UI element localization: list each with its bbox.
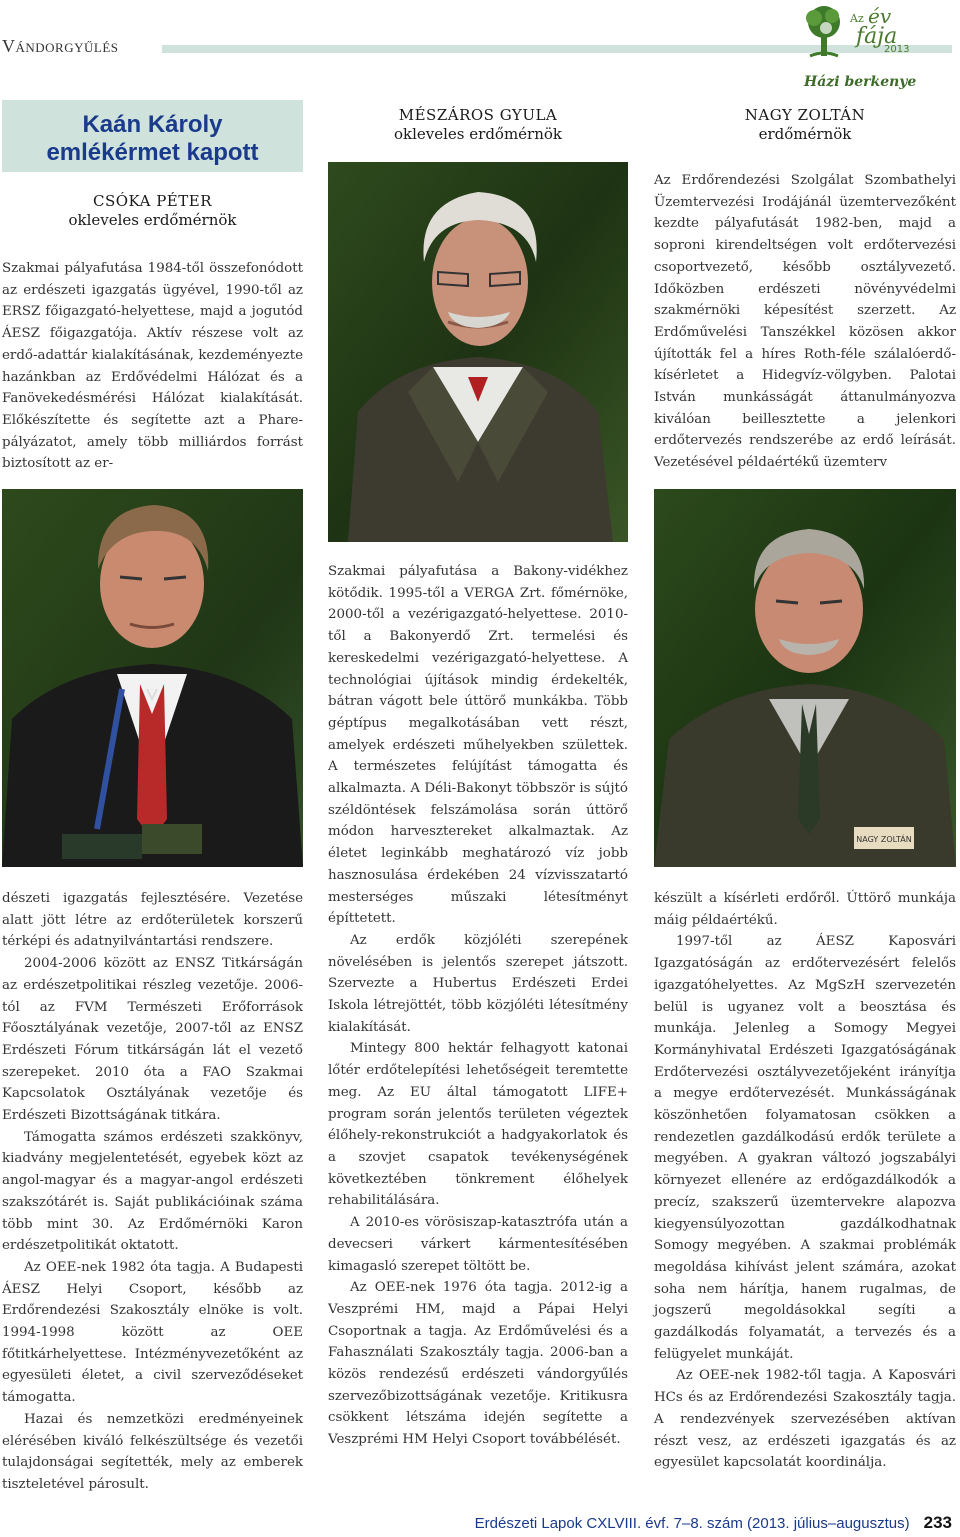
person-3-text-bottom [654, 888, 956, 1474]
portrait-nagy-zoltan [654, 489, 956, 867]
paragraph: dészeti igazgatás fejlesztésére. Vezetése alatt jött létre az erdőterületek korszerű térképi és adatnyilvántartási rendszere. [2, 891, 303, 950]
paragraph: A 2010-es vörösiszap-katasztrófa után a devecseri várkert kármentesítésében kimagasló szerepet töltött be. [328, 1215, 628, 1274]
person-2-text [328, 561, 628, 1451]
page-footer [475, 1513, 952, 1533]
logo-faja: fája [856, 24, 898, 49]
person-1-name: CSÓKA PÉTER [92, 192, 213, 210]
paragraph: Támogatta számos erdészeti szakkönyv, kiadvány megjelentetését, egyebek közt az angol-magyar és a magyar-angol erdészeti szakszótárét is. Saját publikációinak száma több mint 30. Az Erdőmérnöki Karon erdészetpolitikát oktatott. [2, 1129, 303, 1254]
person-3-heading [654, 106, 956, 144]
page-number: 233 [923, 1513, 952, 1532]
section-label: Vándorgyűlés [2, 36, 119, 56]
person-2-name: MÉSZÁROS GYULA [398, 106, 558, 124]
paragraph: készült a kísérleti erdőről. Úttörő munkája máig példaértékű. [654, 891, 956, 928]
title-line-1: Kaán Károly [82, 111, 223, 138]
person-2-heading [328, 106, 628, 144]
person-1-heading [2, 192, 303, 230]
paragraph: Az OEE-nek 1982-től tagja. A Kaposvári HCs és az Erdőrendezési Szakosztály tagja. A rendezvények szervezésében aktívan részt vesz, az erdészeti igazgatás és az egyesület kapcsolatát koordinálja. [654, 1368, 956, 1471]
paragraph: Hazai és nemzetközi eredményeinek elérésében kiváló felkészültsége és vezetői tulajdonságai segítették, mely az emberek tiszteletével párosult. [2, 1411, 303, 1492]
tree-icon [800, 4, 848, 60]
portrait-meszaros-gyula [328, 162, 628, 542]
logo-az: Az [850, 12, 864, 25]
publication-info: Erdészeti Lapok CXLVIII. évf. 7–8. szám (2013. július–augusztus) [474, 1515, 910, 1532]
logo-year: 2013 [884, 44, 910, 55]
paragraph: 1997-től az ÁESZ Kaposvári Igazgatóságán az erdőtervezésért felelős igazgatóhelyettes. Az MgSzH szervezetén belül is ugyanez volt a beosztása és munkája. Jelenleg a Somogy Megyei Kormányhivatal Erdészeti Igazgatóságának Erdőtervezési osztályvezetőjeként irányítja a megye erdőtervezését. Munkásságának köszönhetően folyamatosan csökken a rendezetlen gazdálkodású erdők területe a megyében. A gyakran változó jogszabályi környezet ellenére az erdőgazdálkodók a precíz, szakszerű üzemtervekre alapozva kiegyensúlyozottan gazdálkodhatnak Somogy megyében. A szakmai problémák megoldása kihívást jelent számára, azokat soha nem hárítja, hanem rugalmas, de jogszerű megoldásokkal segíti a gazdálkodás folyamatát, a tervezés és a felügyelet munkáját. [654, 934, 956, 1362]
person-3-role: erdőmérnök [758, 125, 852, 143]
person-2-role: okleveles erdőmérnök [393, 125, 563, 143]
paragraph: Az erdők közjóléti szerepének növelésében is jelentős szerepet játszott. Szervezte a Hubertus Erdészeti Erdei Iskola létrejöttét, több közjóléti létesítmény kialakítását. [328, 932, 628, 1035]
paragraph: Mintegy 800 hektár felhagyott katonai lőtér erdőtelepítési lehetőségeit teremtette meg. Az EU által támogatott LIFE+ program során jelentős területen végeztek élőhely-rekonstrukciót a hadgyakorlatok és a szovjet csapatok tevékenységének következtében tönkrement élőhelyek rehabilitálására. [328, 1041, 628, 1209]
paragraph: 2004-2006 között az ENSZ Titkárságán az erdészetpolitikai részleg vezetője. 2006-tól az FVM Természeti Erőforrások Főosztályának vezetője, 2007-től az ENSZ Erdészeti Fórum titkárságán lát el vezető szerepeket. 2010 óta a FAO Szakmai Kapcsolatok Osztályának vezetője és Erdészeti Bizottságának titkára. [2, 956, 303, 1124]
person-3-name: NAGY ZOLTÁN [744, 106, 866, 124]
paragraph: Az OEE-nek 1982 óta tagja. A Budapesti ÁESZ Helyi Csoport, később az Erdőrendezési Szakosztály elnöke is volt. 1994-1998 között az OEE főtitkárhelyettese. Intézményvezetőként az egyesületi életet, a civil szerveződéseket támogatta. [2, 1259, 303, 1406]
paragraph: Szakmai pályafutása 1984-től összefonódott az erdészeti igazgatás ügyével, 1990-től az ERSZ főigazgató-helyettese, majd a jogutód ÁESZ főigazgatója. Aktív részese volt az erdő-adattár kialakításának, kezdeményezte hazánkban az Erdővédelmi Hálózat és a Fanövekedésmérési Hálózat kialakítását. Előkészítette és segítette azt a Phare-pályázatot, amely több milliárdos forrást biztosított az er- [2, 261, 303, 472]
article-title [2, 100, 303, 172]
logo-ev: év [868, 4, 892, 28]
person-1-text-top [2, 258, 303, 475]
title-line-2: emlékérmet kapott [46, 139, 259, 166]
paragraph: Az Erdőrendezési Szolgálat Szombathelyi Üzemtervezési Irodájánál üzemtervezőként kezdte pályafutását 1982-ben, majd a soproni kirendeltségen volt erdőtervezési csoportvezető, később osztályvezető. Időközben erdészeti növényvédelmi szakmérnöki képesítést szerzett. Az Erdőművelési Tanszékkel közösen akkor újították fel a híres Roth-féle szálalóerdő-kísérletet a Hidegvíz-völgyben. Palotai István munkásságát áttanulmányozva kiválóan beillesztette a jelenkori erdőtervezés rendszerébe az erdő leírását. Vezetésével példaértékű üzemterv [654, 173, 956, 471]
logo-tagline: Házi berkenye [804, 74, 917, 90]
year-tree-logo [800, 2, 920, 92]
person-1-role: okleveles erdőmérnök [68, 211, 237, 229]
paragraph: Szakmai pályafutása a Bakony-vidékhez kötődik. 1995-től a VERGA Zrt. főmérnöke, 2000-től a vezérigazgató-helyettese. 2010-től a Bakonyerdő Zrt. termelési és kereskedelmi vezérigazgató-helyettese. A technológiai újítások mindig érdekelték, bátran vágott bele úttörő munkákba. Több géptípus megalkotásában vett részt, amelyek erdészeti műhelyekben születtek. A természetes felújítást támogatta és alkalmazta. A Déli-Bakonyt többször is sújtó széldöntések felszámolása során úttörő módon harvesztereket alkalmaztak. Az életet leginkább meghatározó víz jobb hasznosulása érdekében 24 vízvisszatartó mesterséges műszaki létesítményt építtetett. [328, 564, 628, 927]
person-1-text-bottom [2, 888, 303, 1496]
paragraph: Az OEE-nek 1976 óta tagja. 2012-ig a Veszprémi HM, majd a Pápai Helyi Csoportnak a tagja. Az Erdőművelési és a Fahasználati Szakosztály tagja. 2006-ban a közös rendezésű erdészeti vándorgyűlés szervezőbizottságának vezetője. Kritikusra csökkent létszáma idején segítette a Veszprémi HM Helyi Csoport továbbélését. [328, 1280, 628, 1448]
name-badge: NAGY ZOLTÁN [856, 835, 912, 844]
portrait-csoka-peter [2, 489, 303, 867]
person-3-text-top [654, 170, 956, 474]
